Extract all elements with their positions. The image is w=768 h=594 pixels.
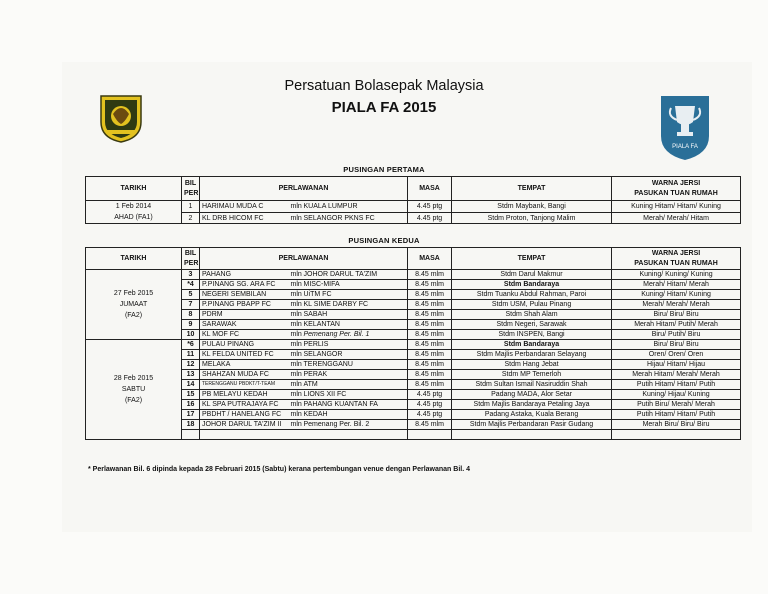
table-cell: Stdm Maybank, Bangi [452,201,612,213]
table-cell: KEDAH [302,410,408,420]
col-bil: BIL PER [182,177,200,201]
table-cell: SHAHZAN MUDA FC [200,370,290,380]
table-cell [200,430,290,440]
table-cell: 8.45 mlm [408,350,452,360]
table-cell: PULAU PINANG [200,340,290,350]
table-cell: 7 [182,300,200,310]
table-cell: LIONS XII FC [302,390,408,400]
footnote: * Perlawanan Bil. 6 dipinda kepada 28 Februari 2015 (Sabtu) kerana pertembungan venue dengan Perlawanan Bil. 4 [88,466,471,473]
table-cell: mln [290,341,302,348]
table-cell: UiTM FC [302,290,408,300]
table-cell: Biru/ Putih/ Biru [612,330,741,340]
table-row [86,350,741,360]
table-cell: Merah Hitam/ Putih/ Merah [612,320,741,330]
table-cell: mln [290,301,302,308]
table-cell: 3 [182,270,200,280]
col-tarikh: TARIKH [86,248,182,270]
round1-title: PUSINGAN PERTAMA [343,165,425,174]
document-subtitle: PIALA FA 2015 [331,99,437,116]
table-cell: 8.45 mlm [408,270,452,280]
col-tempat: TEMPAT [452,248,612,270]
table-row [86,290,741,300]
table-cell: 4.45 ptg [408,390,452,400]
table-cell: Padang MADA, Alor Setar [452,390,612,400]
table-cell: *4 [182,280,200,290]
piala-fa-logo-text: PIALA FA [672,144,698,150]
piala-fa-logo [657,92,713,162]
table-cell: mln [290,401,302,408]
table-cell: SELANGOR PKNS FC [302,212,408,224]
table-cell: 10 [182,330,200,340]
table-cell: PB MELAYU KEDAH [200,390,290,400]
table-cell: 8.45 mlm [408,280,452,290]
table-cell: 8.45 mlm [408,330,452,340]
table-cell: 11 [182,350,200,360]
table-cell: Pemenang Per. Bil. 2 [302,420,408,430]
table-cell: mln [290,411,302,418]
table-cell: 8.45 mlm [408,370,452,380]
table-cell: Stdm Proton, Tanjong Malim [452,212,612,224]
table-cell: KL SPA PUTRAJAYA FC [200,400,290,410]
table-cell: mln [290,271,302,278]
table-cell: Biru/ Biru/ Biru [612,310,741,320]
table-cell: Stdm USM, Pulau Pinang [452,300,612,310]
table-cell: PAHANG [200,270,290,280]
table-cell: mln [290,311,302,318]
table-cell [302,430,408,440]
table-cell: JOHOR DARUL TA'ZIM [302,270,408,280]
table-cell: Stdm Bandaraya [452,280,612,290]
table-cell: KUALA LUMPUR [302,201,408,213]
table-row [86,300,741,310]
table-row [86,280,741,290]
table-row [86,360,741,370]
table-cell: 15 [182,390,200,400]
table-cell: 14 [182,380,200,390]
table-cell: 8.45 mlm [408,310,452,320]
table-cell: 8 [182,310,200,320]
table-row [86,320,741,330]
col-jersi: WARNA JERSI PASUKAN TUAN RUMAH [612,248,741,270]
table-cell: Putih Hitam/ Hitam/ Putih [612,380,741,390]
table-cell [290,430,302,440]
table-cell: mln [290,201,302,213]
table-cell: mln [290,351,302,358]
table-cell: 5 [182,290,200,300]
table-cell: 8.45 mlm [408,380,452,390]
table-cell: Biru/ Biru/ Biru [612,340,741,350]
table-row [86,310,741,320]
table-cell [612,430,741,440]
col-tarikh: TARIKH [86,177,182,201]
table-cell: SELANGOR [302,350,408,360]
table-cell: 18 [182,420,200,430]
table-cell: mln [290,291,302,298]
table-cell: 2 [182,212,200,224]
table-cell: Hijau/ Hitam/ Hijau [612,360,741,370]
table-cell: Merah/ Merah/ Merah [612,300,741,310]
table-cell: 4.45 ptg [408,212,452,224]
table-cell: PERLIS [302,340,408,350]
table-cell: mln [290,391,302,398]
table-cell: Stdm INSPEN, Bangi [452,330,612,340]
table-row [86,400,741,410]
round2-date-group1: 27 Feb 2015 JUMAAT (FA2) [86,270,182,340]
table-row [86,430,741,440]
table-cell: *6 [182,340,200,350]
table-cell: JOHOR DARUL TA'ZIM II [200,420,290,430]
table-cell: Stdm Darul Makmur [452,270,612,280]
table-cell [452,430,612,440]
round2-title: PUSINGAN KEDUA [348,236,420,245]
table-cell: Kuning/ Hijau/ Kuning [612,390,741,400]
table-cell: mln [290,212,302,224]
table-cell: P.PINANG PBAPP FC [200,300,290,310]
round1-table [85,176,741,224]
table-cell: HARIMAU MUDA C [200,201,290,213]
table-row [86,380,741,390]
table-cell: 4.45 ptg [408,201,452,213]
table-cell: Merah/ Merah/ Hitam [612,212,741,224]
table-cell: Putih Hitam/ Hitam/ Putih [612,410,741,420]
table-cell: mln [290,281,302,288]
table-cell: 8.45 mlm [408,340,452,350]
table-cell: ATM [302,380,408,390]
fam-crest-logo [97,92,145,144]
table-cell: SABAH [302,310,408,320]
table-cell: KL MOF FC [200,330,290,340]
table-cell: Kuning/ Hitam/ Kuning [612,290,741,300]
table-cell: 8.45 mlm [408,290,452,300]
table-cell: TERENGGANU [302,360,408,370]
col-tempat: TEMPAT [452,177,612,201]
table-row [86,330,741,340]
table-cell [182,430,200,440]
col-masa: MASA [408,177,452,201]
table-cell: PAHANG KUANTAN FA [302,400,408,410]
table-cell: 12 [182,360,200,370]
table-cell: Stdm Hang Jebat [452,360,612,370]
round2-table [85,247,741,440]
table-cell: mln [290,421,302,428]
table-cell: Stdm Shah Alam [452,310,612,320]
table-cell: 8.45 mlm [408,420,452,430]
table-row [86,270,741,280]
table-header-row [86,177,741,201]
table-cell: Stdm Negeri, Sarawak [452,320,612,330]
table-cell: mln [290,331,302,338]
table-cell: mln [290,371,302,378]
table-row [86,410,741,420]
table-cell: mln [290,321,302,328]
table-cell: MELAKA [200,360,290,370]
table-cell: 4.45 ptg [408,400,452,410]
table-cell: Pemenang Per. Bil. 1 [302,330,408,340]
table-cell: NEGERI SEMBILAN [200,290,290,300]
table-cell: Stdm Sultan Ismail Nasiruddin Shah [452,380,612,390]
round1-date: 1 Feb 2014 AHAD (FA1) [86,201,182,224]
table-cell: 8.45 mlm [408,300,452,310]
table-cell: 8.45 mlm [408,320,452,330]
table-row [86,201,741,213]
table-cell: Kuning/ Kuning/ Kuning [612,270,741,280]
table-cell: Kuning Hitam/ Hitam/ Kuning [612,201,741,213]
table-cell: KL DRB HICOM FC [200,212,290,224]
table-cell: PERAK [302,370,408,380]
table-cell: 4.45 ptg [408,410,452,420]
table-cell: 16 [182,400,200,410]
table-cell: Stdm Majlis Perbandaran Pasir Gudang [452,420,612,430]
table-cell: Putih Biru/ Merah/ Merah [612,400,741,410]
table-cell: KELANTAN [302,320,408,330]
table-row [86,390,741,400]
table-cell: KL FELDA UNITED FC [200,350,290,360]
table-cell: PDRM [200,310,290,320]
table-cell: Stdm Bandaraya [452,340,612,350]
table-cell [408,430,452,440]
round2-date-group2: 28 Feb 2015 SABTU (FA2) [86,340,182,440]
table-cell: mln [290,381,302,388]
table-cell: TERENGGANU PBDKT/T-TEAM [200,380,290,390]
table-cell: 1 [182,201,200,213]
table-cell: mln [290,361,302,368]
table-cell: Stdm Majlis Bandaraya Petaling Jaya [452,400,612,410]
table-cell: Padang Astaka, Kuala Berang [452,410,612,420]
col-masa: MASA [408,248,452,270]
table-cell: KL SIME DARBY FC [302,300,408,310]
table-cell: 8.45 mlm [408,360,452,370]
table-cell: 13 [182,370,200,380]
table-cell: P.PINANG SG. ARA FC [200,280,290,290]
table-cell: SARAWAK [200,320,290,330]
col-perlawanan: PERLAWANAN [200,248,408,270]
table-row [86,420,741,430]
table-cell: Merah/ Hitam/ Merah [612,280,741,290]
table-cell: Stdm MP Temerloh [452,370,612,380]
table-row [86,370,741,380]
table-cell: Merah Hitam/ Merah/ Merah [612,370,741,380]
table-cell: 17 [182,410,200,420]
col-jersi: WARNA JERSI PASUKAN TUAN RUMAH [612,177,741,201]
table-cell: Stdm Tuanku Abdul Rahman, Paroi [452,290,612,300]
col-perlawanan: PERLAWANAN [200,177,408,201]
table-cell: 9 [182,320,200,330]
table-cell: Stdm Majlis Perbandaran Selayang [452,350,612,360]
table-row [86,340,741,350]
col-bil: BIL PER [182,248,200,270]
table-cell: MISC-MIFA [302,280,408,290]
table-row [86,212,741,224]
document-title: Persatuan Bolasepak Malaysia [284,78,484,94]
table-cell: Merah Biru/ Biru/ Biru [612,420,741,430]
table-header-row [86,248,741,270]
table-cell: Oren/ Oren/ Oren [612,350,741,360]
table-cell: PBDHT / HANELANG FC [200,410,290,420]
